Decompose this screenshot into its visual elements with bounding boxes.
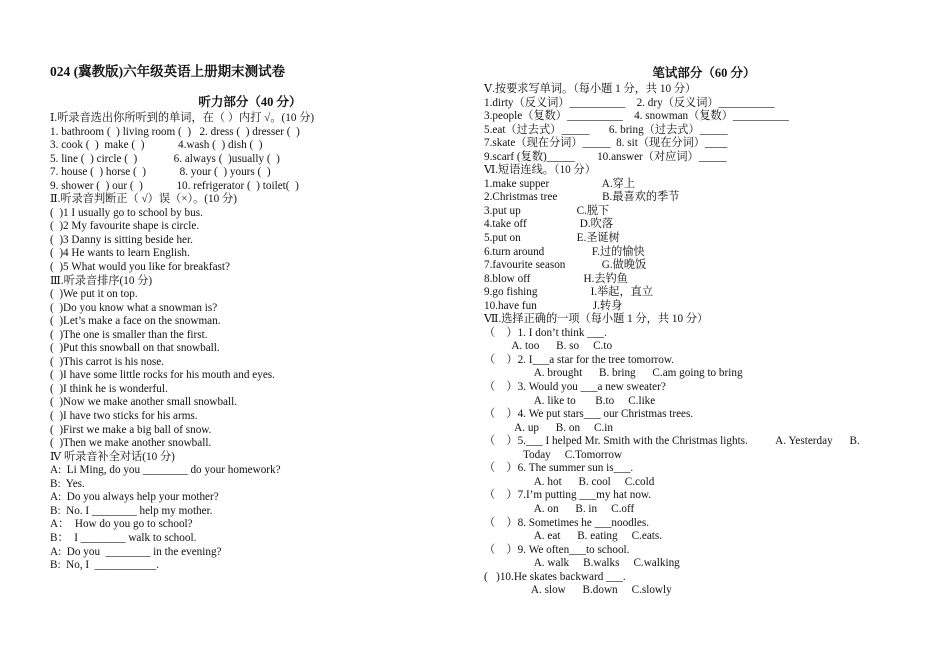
left-line: Ⅱ.听录音判断正（ √）误（×）。(10 分) (50, 193, 237, 206)
writing-section (484, 63, 924, 598)
right-line: （ ）4. We put stars___ our Christmas trees. (484, 408, 694, 421)
left-line: Ⅰ.听录音选出你所听到的单词，在（ ）内打 √。(10 分) (50, 112, 315, 124)
right-line: （ ）9. We often___to school. (484, 543, 630, 556)
listening-lines (50, 112, 450, 573)
right-line: A. hot B. cool C.cold (484, 475, 655, 488)
right-line: 3.people（复数）__________ 4. snowman（复数）__________ (484, 110, 789, 123)
left-line: Ⅲ.听录音排序(10 分) (50, 274, 153, 287)
left-line: ( )5 What would you like for breakfast? (50, 261, 230, 274)
right-line: A. like to B.to C.like (484, 394, 656, 407)
right-line: A. on B. in C.off (484, 502, 635, 515)
left-line: ( )Now we make another small snowball. (50, 396, 238, 409)
left-line: 5. line ( ) circle ( ) 6. always ( )usually ( ) (50, 152, 280, 165)
left-line: 1. bathroom ( ) living room ( ) 2. dress ( ) dresser ( ) (50, 125, 300, 138)
right-line: （ ）7.I’m putting ___my hat now. (484, 489, 652, 502)
right-line: 5.put on E.圣诞树 (484, 232, 620, 245)
right-line: A. eat B. eating C.eats. (484, 530, 663, 543)
right-line: Today C.Tomorrow (484, 448, 623, 461)
left-line: ( )4 He wants to learn English. (50, 247, 190, 260)
left-line: ( )2 My favourite shape is circle. (50, 220, 200, 233)
left-line: ( )First we make a big ball of snow. (50, 423, 212, 436)
right-line: （ ）8. Sometimes he ___noodles. (484, 516, 650, 529)
left-line: 9. shower ( ) our ( ) 10. refrigerator ( ) toilet( ) (50, 179, 299, 192)
writing-heading: 笔试部分（60 分） (652, 66, 756, 80)
right-line: Ⅶ.选择正确的一项（每小题 1 分，共 10 分） (484, 313, 709, 326)
right-line: 7.favourite season G.做晚饭 (484, 259, 647, 272)
left-line: B： I ________ walk to school. (50, 531, 197, 544)
left-line: ( )I have two sticks for his arms. (50, 410, 198, 423)
right-line: （ ）3. Would you ___a new sweater? (484, 381, 666, 394)
right-line: A. slow B.down C.slowly (484, 584, 672, 597)
right-line: 7.skate（现在分词）_____ 8. sit（现在分词）____ (484, 137, 728, 150)
listening-section (50, 92, 450, 573)
right-line: A. too B. so C.to (484, 340, 613, 353)
right-line: （ ）5.___ I helped Mr. Smith with the Christmas lights. A. Yesterday B. (484, 435, 860, 448)
left-line: ( )Then we make another snowball. (50, 437, 212, 450)
right-line: 2.Christmas tree B.最喜欢的季节 (484, 191, 680, 204)
right-line: A. walk B.walks C.walking (484, 557, 680, 570)
left-line: A： How do you go to school? (50, 518, 193, 531)
left-line: ( )I think he is wonderful. (50, 382, 168, 395)
right-line: ( )10.He skates backward ___. (484, 570, 626, 583)
right-line: （ ）6. The summer sun is___. (484, 462, 634, 475)
left-line: ( )3 Danny is sitting beside her. (50, 233, 193, 246)
right-line: 8.blow off H.去钓鱼 (484, 272, 628, 285)
left-line: ( )The one is smaller than the first. (50, 328, 208, 341)
page-title: 024 (冀教版)六年级英语上册期末测试卷 (50, 64, 286, 79)
left-line: B: Yes. (50, 477, 85, 490)
right-line: A. brought B. bring C.am going to bring (484, 367, 743, 380)
left-line: B: No. I ________ help my mother. (50, 504, 213, 517)
right-line: 9.go fishing I.举起，直立 (484, 286, 654, 299)
left-line: A: Li Ming, do you ________ do your homework? (50, 464, 281, 477)
left-line: ( )This carrot is his nose. (50, 355, 165, 368)
listening-heading: 听力部分（40 分） (198, 95, 302, 109)
left-line: B: No, I ___________. (50, 559, 160, 572)
left-line: ( )Do you know what a snowman is? (50, 301, 218, 314)
right-line: （ ）1. I don’t think ___. (484, 326, 607, 339)
right-line: 1.dirty（反义词）__________ 2. dry（反义词）__________ (484, 96, 775, 109)
right-line: 3.put up C.脱下 (484, 204, 610, 217)
left-line: 7. house ( ) horse ( ) 8. your ( ) yours ( ) (50, 166, 271, 179)
left-line: ( )I have some little rocks for his mouth and eyes. (50, 369, 275, 382)
left-line: ( )We put it on top. (50, 288, 138, 301)
left-line: 3. cook ( ) make ( ) 4.wash ( ) dish ( ) (50, 139, 263, 152)
right-line: 4.take off D.吹落 (484, 218, 614, 231)
right-line: 5.eat（过去式）_____ 6. bring（过去式）_____ (484, 123, 728, 136)
right-line: A. up B. on C.in (484, 421, 613, 434)
left-line: ( )1 I usually go to school by bus. (50, 206, 203, 219)
left-line: A: Do you ________ in the evening? (50, 545, 222, 558)
right-line: （ ）2. I___a star for the tree tomorrow. (484, 353, 675, 366)
right-line: 6.turn around F.过的愉快 (484, 245, 645, 258)
left-line: Ⅳ 听录音补全对话(10 分) (50, 450, 175, 463)
left-line: ( )Put this snowball on that snowball. (50, 342, 220, 355)
left-line: A: Do you always help your mother? (50, 491, 219, 504)
right-line: 10.have fun J.转身 (484, 299, 623, 312)
right-line: Ⅵ.短语连线。（10 分） (484, 164, 596, 177)
left-line: ( )Let’s make a face on the snowman. (50, 315, 221, 328)
right-line: Ⅴ.按要求写单词。（每小题 1 分，共 10 分） (484, 83, 697, 95)
right-line: 1.make supper A.穿上 (484, 177, 636, 190)
right-line: 9.scarf (复数)_____ 10.answer（对应词）_____ (484, 150, 727, 163)
writing-lines (484, 83, 924, 598)
